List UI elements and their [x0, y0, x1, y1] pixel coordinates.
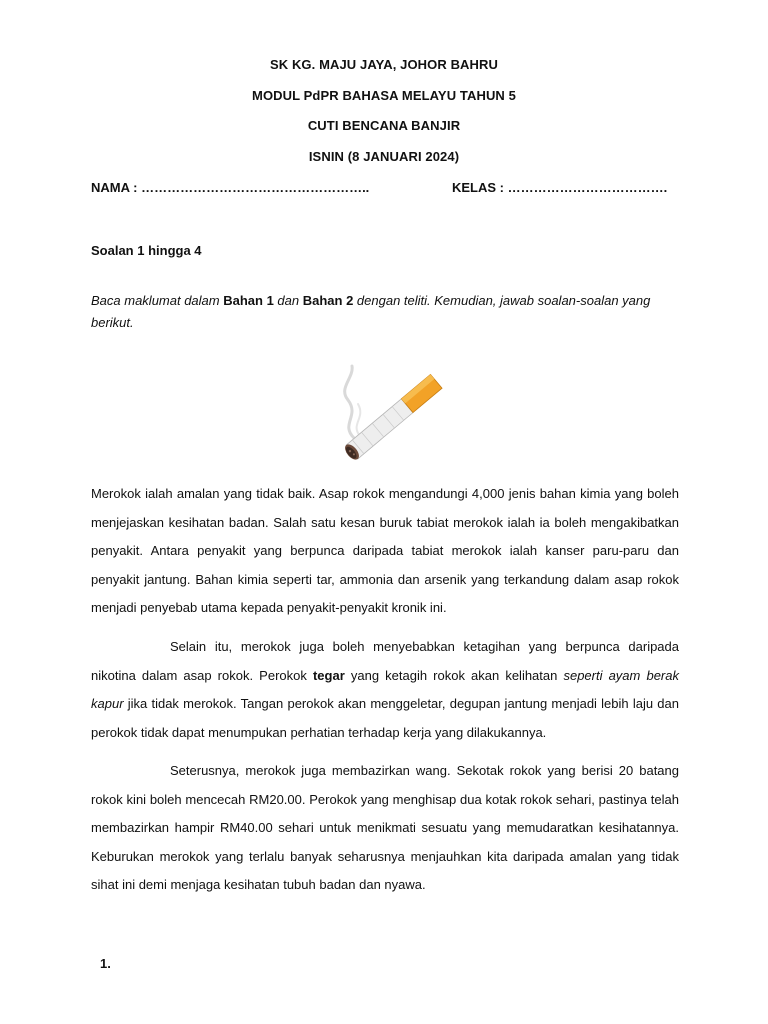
paragraph-2-part-a: Selain itu, merokok juga boleh menyebabkan ketagihan yang berpunca daripada nikotina dalam asap rokok. Perokok — [91, 639, 679, 683]
instruction-text — [91, 290, 681, 334]
school-name: SK KG. MAJU JAYA, JOHOR BAHRU — [269, 57, 499, 72]
paragraph-1: Merokok ialah amalan yang tidak baik. Asap rokok mengandungi 4,000 jenis bahan kimia yang boleh menjejaskan kesihatan badan. Salah satu kesan buruk tabiat merokok ialah ia boleh mengakibatkan penyakit. Antara penyakit yang berpunca daripada tabiat merokok ialah kanser paru-paru dan penyakit jantung. Bahan kimia seperti tar, ammonia dan arsenik yang terkandung dalam asap rokok menjadi penyebab utama kepada penyakit-penyakit kronik ini. — [91, 486, 679, 615]
section-title: Soalan 1 hingga 4 — [91, 243, 202, 258]
paragraph-2-part-c: jika tidak merokok. Tangan perokok akan menggeletar, degupan jantung menjadi lebih laju dan perokok tidak dapat menumpukan perhatian terhadap kerja yang dilakukannya. — [91, 696, 679, 740]
paragraph-2-part-b: yang ketagih rokok akan kelihatan — [344, 667, 564, 683]
name-field[interactable]: NAMA : …………………………………………….. — [91, 180, 370, 195]
paragraph-2-bold-term: tegar — [312, 667, 345, 683]
instruction-part2: dan — [273, 293, 303, 308]
paragraph-2-idiom: seperti ayam berak kapur — [91, 667, 679, 711]
module-title: MODUL PdPR BAHASA MELAYU TAHUN 5 — [252, 88, 516, 103]
class-field[interactable]: KELAS : ………………………………. — [452, 180, 668, 195]
occasion-title: CUTI BENCANA BANJIR — [307, 118, 461, 133]
date-title: ISNIN (8 JANUARI 2024) — [308, 149, 460, 164]
instruction-part3: dengan teliti. Kemudian, jawab soalan-soalan yang berikut. — [91, 293, 651, 330]
paragraph-2 — [91, 633, 679, 747]
instruction-bahan2: Bahan 2 — [302, 293, 354, 308]
question-number: 1. — [100, 956, 111, 971]
instruction-part1: Baca maklumat dalam — [91, 293, 224, 308]
cigarette-icon — [330, 358, 450, 473]
instruction-bahan1: Bahan 1 — [223, 293, 274, 308]
paragraph-3: Seterusnya, merokok juga membazirkan wang. Sekotak rokok yang berisi 20 batang rokok kini boleh mencecah RM20.00. Perokok yang menghisap dua kotak rokok sehari, pastinya telah membazirkan hampir RM40.00 sehari untuk menikmati sesuatu yang memudaratkan kesihatannya. Keburukan merokok yang terlalu banyak seharusnya menjauhkan kita daripada amalan yang tidak sihat ini demi menjaga kesihatan tubuh badan dan nyawa. — [91, 763, 679, 892]
